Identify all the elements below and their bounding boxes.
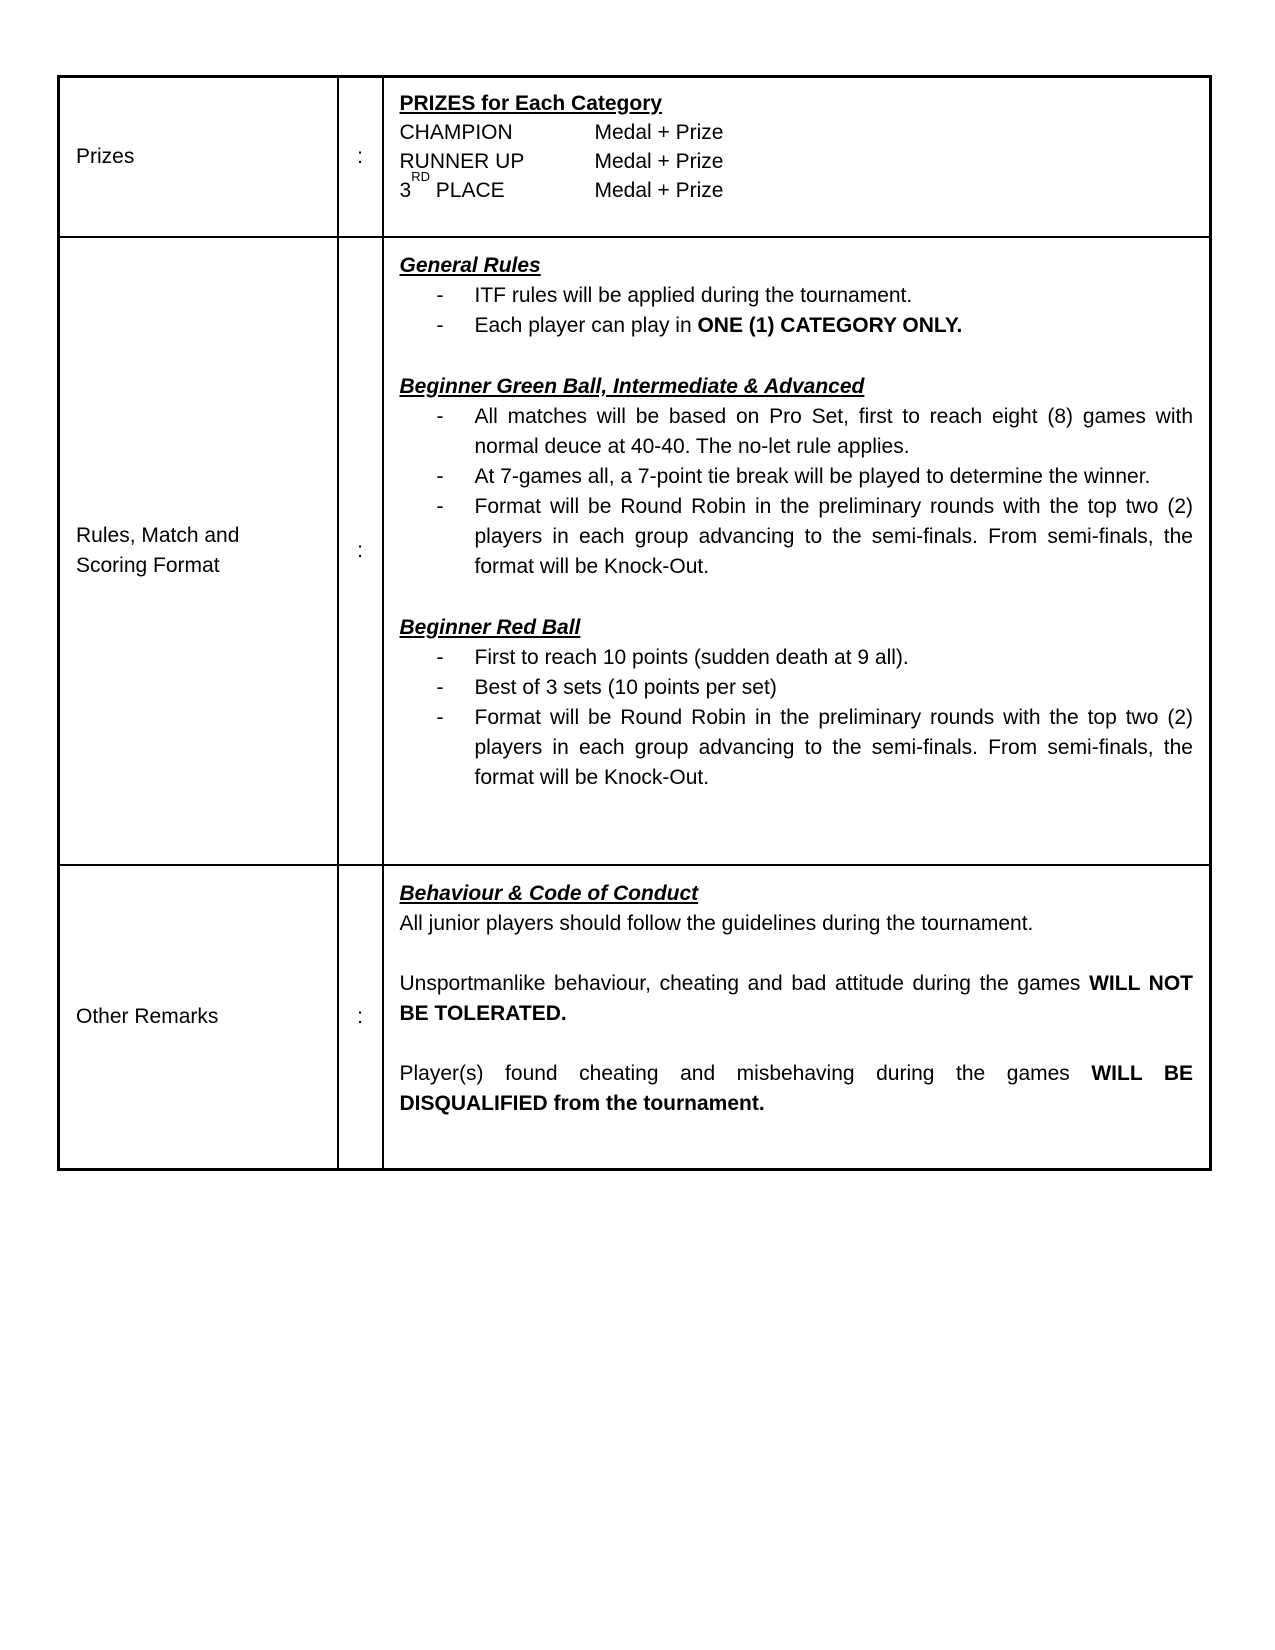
remark-text-bold: WILL NOT BE TOLERATED. <box>399 971 1193 1025</box>
bullet-item <box>436 643 1194 673</box>
prize-place: RUNNER UP <box>399 150 525 173</box>
remark-text-bold: WILL BE DISQUALIFIED from the tournament. <box>399 1061 1193 1115</box>
bullet-dash: - <box>436 494 444 518</box>
prize-award: Medal + Prize <box>594 121 724 144</box>
section-heading: General Rules <box>399 253 541 277</box>
bullet-dash: - <box>436 705 444 729</box>
bullet-item <box>436 402 1194 462</box>
prize-place: CHAMPION <box>399 121 513 144</box>
bullet-dash: - <box>436 283 444 307</box>
tournament-info-table <box>57 75 1212 1171</box>
remark-text: Player(s) found cheating and misbehaving during the games <box>399 1061 1092 1085</box>
bullet-item <box>436 703 1194 793</box>
remarks-heading: Behaviour & Code of Conduct <box>399 881 699 905</box>
colon-separator: : <box>357 1004 363 1028</box>
table-row-remarks <box>59 865 1211 1170</box>
bullet-dash: - <box>436 313 444 337</box>
row-label-cell <box>59 865 338 1170</box>
prize-place <box>399 169 595 205</box>
colon-cell <box>338 77 383 237</box>
prize-award: Medal + Prize <box>594 150 724 173</box>
bullet-text: Format will be Round Robin in the preliminary rounds with the top two (2) players in each group advancing to the semi-finals. From semi-finals, the format will be Knock-Out. <box>474 705 1193 789</box>
prize-row <box>399 169 1194 205</box>
bullet-item <box>436 281 1194 311</box>
prize-place-word: PLACE <box>429 179 505 202</box>
bullet-item <box>436 673 1194 703</box>
colon-separator: : <box>357 538 363 562</box>
section-heading: Beginner Red Ball <box>399 615 581 639</box>
row-label: Other Remarks <box>76 1004 219 1028</box>
bullet-dash: - <box>436 675 444 699</box>
remark-paragraph <box>400 969 1194 1029</box>
row-label: Prizes <box>76 144 135 168</box>
bullet-text: At 7-games all, a 7-point tie break will be played to determine the winner. <box>474 464 1151 488</box>
row-label-line1: Rules, Match and <box>76 523 240 547</box>
prize-row <box>400 147 1194 176</box>
bullet-text: First to reach 10 points (sudden death at 9 all). <box>474 645 909 669</box>
bullet-dash: - <box>436 404 444 428</box>
colon-cell <box>338 237 383 865</box>
remark-text: Unsportmanlike behaviour, cheating and bad attitude during the games <box>399 971 1090 995</box>
remark-paragraph: All junior players should follow the guidelines during the tournament. <box>399 911 1034 935</box>
bullet-text: Each player can play in <box>474 313 698 337</box>
bullet-dash: - <box>436 464 444 488</box>
table-row-prizes <box>59 77 1211 237</box>
bullet-dash: - <box>436 645 444 669</box>
remarks-content-cell <box>383 865 1211 1170</box>
remark-paragraph <box>400 1059 1194 1119</box>
colon-separator: : <box>357 144 363 168</box>
bullet-text: Format will be Round Robin in the preliminary rounds with the top two (2) players in each group advancing to the semi-finals. From semi-finals, the format will be Knock-Out. <box>474 494 1193 578</box>
bullet-item <box>436 492 1194 582</box>
prizes-heading: PRIZES for Each Category <box>399 92 663 115</box>
bullet-text: Best of 3 sets (10 points per set) <box>474 675 777 699</box>
bullet-text: ITF rules will be applied during the tournament. <box>474 283 913 307</box>
row-label-line2: Scoring Format <box>76 553 220 577</box>
rules-section-general <box>400 251 1194 341</box>
superscript-ordinal: RD <box>411 169 430 184</box>
rules-section-red-ball <box>400 613 1194 793</box>
bullet-text-bold: ONE (1) CATEGORY ONLY. <box>697 313 963 337</box>
prize-row <box>400 118 1194 147</box>
row-label-cell <box>59 237 338 865</box>
colon-cell <box>338 865 383 1170</box>
prize-award: Medal + Prize <box>594 179 724 202</box>
row-label-cell <box>59 77 338 237</box>
prize-place-number: 3 <box>399 179 412 202</box>
rules-content-cell <box>383 237 1211 865</box>
bullet-item <box>436 311 1194 341</box>
bullet-item <box>436 462 1194 492</box>
prizes-content-cell <box>383 77 1211 237</box>
table-row-rules <box>59 237 1211 865</box>
section-heading: Beginner Green Ball, Intermediate & Advanced <box>399 374 865 398</box>
bullet-text: All matches will be based on Pro Set, first to reach eight (8) games with normal deuce at 40-40. The no-let rule applies. <box>474 404 1193 458</box>
rules-section-green-ball <box>400 372 1194 582</box>
